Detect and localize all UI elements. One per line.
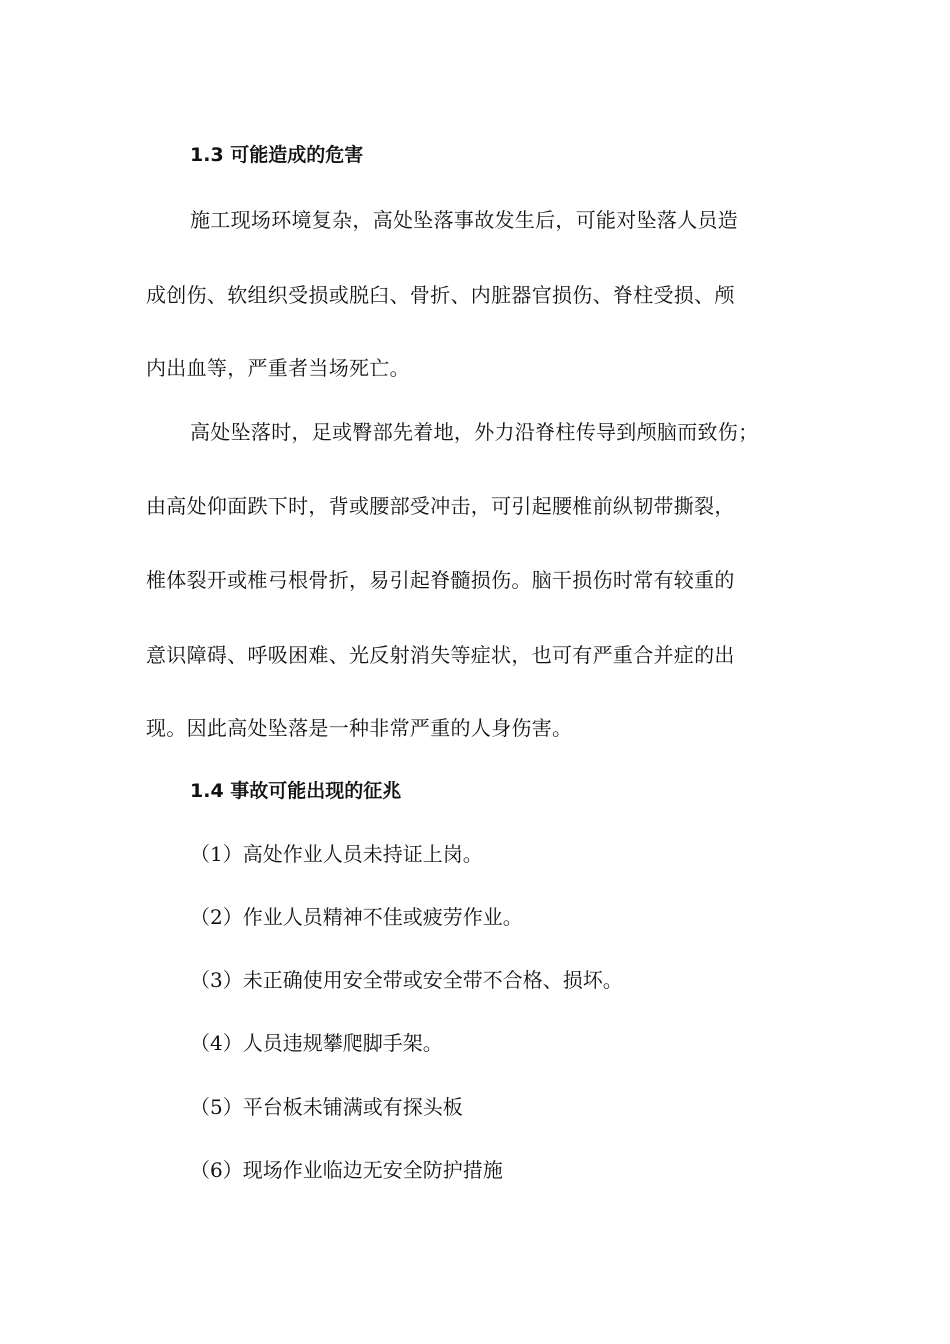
section-heading-1-4: 1.4 事故可能出现的征兆 (190, 780, 402, 802)
list-item: （3）未正确使用安全带或安全带不合格、损坏。 (190, 968, 623, 992)
list-item: （1）高处作业人员未持证上岗。 (190, 842, 483, 866)
paragraph-line: 现。因此高处坠落是一种非常严重的人身伤害。 (146, 716, 573, 740)
paragraph-line: 由高处仰面跌下时，背或腰部受冲击，可引起腰椎前纵韧带撕裂， (146, 494, 735, 518)
paragraph-line: 成创伤、软组织受损或脱臼、骨折、内脏器官损伤、脊柱受损、颅 (146, 283, 735, 307)
paragraph-line: 内出血等，严重者当场死亡。 (146, 356, 410, 380)
list-item: （5）平台板未铺满或有探头板 (190, 1095, 463, 1119)
list-item: （2）作业人员精神不佳或疲劳作业。 (190, 905, 523, 929)
section-heading-1-3: 1.3 可能造成的危害 (190, 144, 364, 166)
paragraph-line: 施工现场环境复杂，高处坠落事故发生后，可能对坠落人员造 (190, 208, 739, 232)
paragraph-line: 意识障碍、呼吸困难、光反射消失等症状，也可有严重合并症的出 (146, 643, 735, 667)
paragraph-line: 高处坠落时，足或臀部先着地，外力沿脊柱传导到颅脑而致伤； (190, 420, 759, 444)
list-item: （4）人员违规攀爬脚手架。 (190, 1031, 443, 1055)
list-item: （6）现场作业临边无安全防护措施 (190, 1158, 503, 1182)
paragraph-line: 椎体裂开或椎弓根骨折，易引起脊髓损伤。脑干损伤时常有较重的 (146, 568, 735, 592)
